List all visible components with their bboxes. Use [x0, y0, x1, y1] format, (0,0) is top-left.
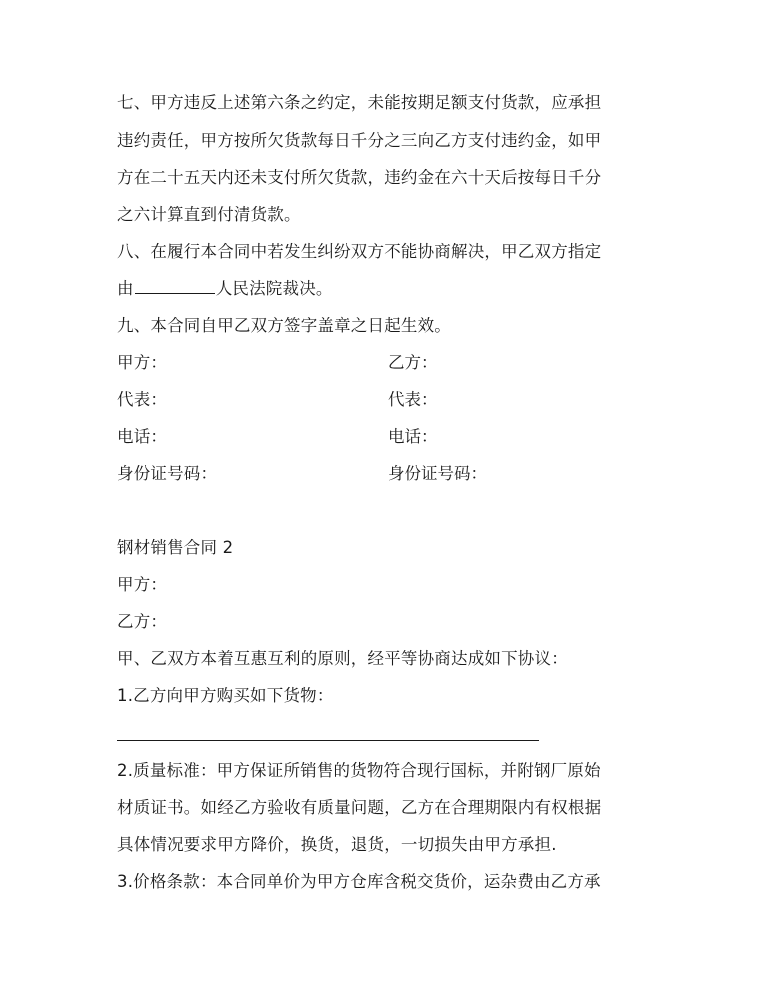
- contract-2-party-b: 乙方：: [117, 612, 168, 631]
- court-name-blank: [135, 279, 215, 294]
- clause-8-line-1: 八、在履行本合同中若发生纠纷双方不能协商解决，甲乙双方指定: [117, 242, 602, 261]
- clause-9: 九、本合同自甲乙双方签字盖章之日起生效。: [117, 316, 451, 335]
- clause-7-line-4: 之六计算直到付清货款。: [117, 205, 301, 224]
- signature-rep-b: 代表：: [388, 390, 438, 409]
- contract-2-item-2-line-1: 2.质量标准：甲方保证所销售的货物符合现行国标，并附钢厂原始: [117, 761, 601, 780]
- contract-2-item-2-line-2: 材质证书。如经乙方验收有质量问题，乙方在合理期限内有权根据: [117, 798, 602, 817]
- clause-7-line-1: 七、甲方违反上述第六条之约定，未能按期足额支付货款，应承担: [117, 93, 602, 112]
- clause-7-line-2: 违约责任，甲方按所欠货款每日千分之三向乙方支付违约金，如甲: [117, 131, 602, 150]
- contract-2-item-3-line-1: 3.价格条款：本合同单价为甲方仓库含税交货价，运杂费由乙方承: [117, 872, 601, 891]
- signature-party-a: 甲方：: [117, 353, 168, 372]
- contract-2-party-a: 甲方：: [117, 575, 168, 594]
- contract-2-item-2-line-3: 具体情况要求甲方降价，换货，退货，一切损失由甲方承担.: [117, 835, 557, 854]
- clause-8-prefix: 由: [117, 279, 134, 298]
- clause-8-line-2: [117, 278, 657, 300]
- signature-phone-a: 电话：: [117, 427, 168, 446]
- goods-table-rule: [117, 740, 539, 741]
- contract-2-title: 钢材销售合同 2: [117, 538, 234, 557]
- signature-id-a: 身份证号码：: [117, 464, 218, 483]
- clause-8-suffix: 人民法院裁决。: [215, 279, 333, 298]
- signature-rep-a: 代表：: [117, 390, 168, 409]
- contract-2-item-1: 1.乙方向甲方购买如下货物：: [117, 686, 334, 705]
- signature-party-b: 乙方：: [388, 353, 438, 372]
- clause-7-line-3: 方在二十五天内还未支付所欠货款，违约金在六十天后按每日千分: [117, 168, 602, 187]
- signature-phone-b: 电话：: [388, 427, 438, 446]
- signature-id-b: 身份证号码：: [388, 464, 487, 483]
- contract-2-intro: 甲、乙双方本着互惠互利的原则，经平等协商达成如下协议：: [117, 649, 568, 668]
